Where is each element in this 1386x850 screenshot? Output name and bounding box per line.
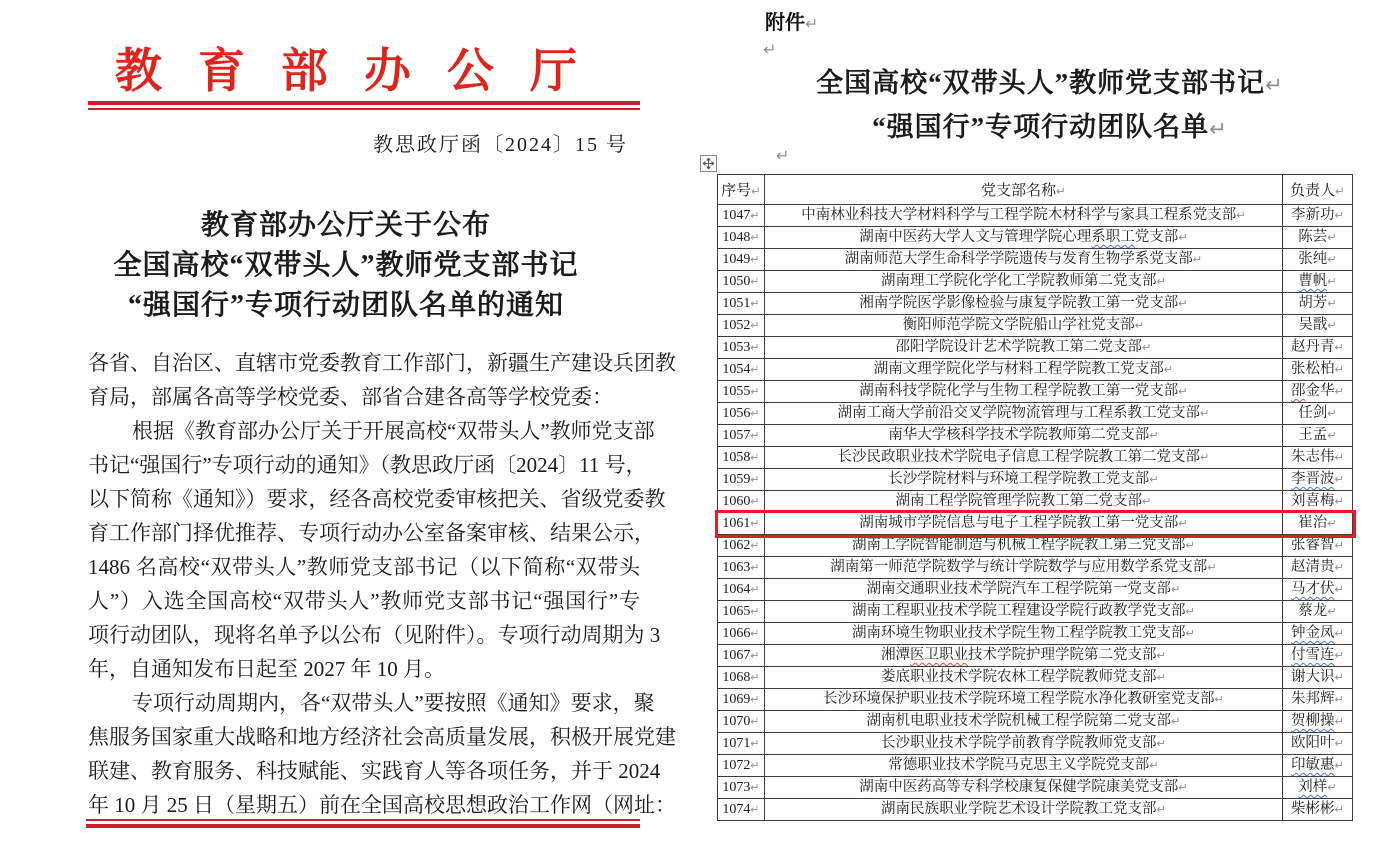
seq-cell: 1051↵	[718, 293, 765, 315]
paragraph-mark-icon: ↵	[750, 385, 760, 398]
paragraph-mark-icon: ↵	[1327, 253, 1337, 266]
table-row	[718, 535, 1353, 557]
seq-cell: 1071↵	[718, 733, 765, 755]
branch-name-cell: 湖南文理学院化学与材料工程学院教工党支部↵	[765, 359, 1283, 381]
paragraph-mark-icon: ↵	[1334, 473, 1344, 486]
seq-cell: 1065↵	[718, 601, 765, 623]
paragraph-mark-icon: ↵	[1178, 781, 1188, 794]
footer-rule	[86, 819, 640, 828]
paragraph-mark-icon: ↵	[1334, 561, 1344, 574]
paragraph-mark-icon: ↵	[1327, 517, 1337, 530]
branch-name-cell: 中南林业科技大学材料科学与工程学院木材科学与家具工程系党支部↵	[765, 205, 1283, 227]
seq-cell: 1066↵	[718, 623, 765, 645]
paragraph-mark-icon: ↵	[750, 253, 760, 266]
branch-name-cell: 湖南第一师范学院数学与统计学院数学与应用数学系党支部↵	[765, 557, 1283, 579]
move-icon	[703, 158, 714, 169]
branch-name-cell: 湖南工程学院管理学院教工第二党支部↵	[765, 491, 1283, 513]
paragraph-mark-icon: ↵	[1171, 583, 1181, 596]
table-row	[718, 293, 1353, 315]
leader-name-cell: 曹帆↵	[1283, 271, 1353, 293]
branch-name-cell: 长沙职业技术学院学前教育学院教师党支部↵	[765, 733, 1283, 755]
paragraph-mark-icon: ↵	[750, 209, 760, 222]
agency-letterhead-title: 教育部办公厅	[115, 46, 613, 98]
leader-name-cell: 朱志伟↵	[1283, 447, 1353, 469]
table-row	[718, 799, 1353, 821]
branch-name-cell: 湖南工学院智能制造与机械工程学院教工第三党支部↵	[765, 535, 1283, 557]
body-line: 根据《教育部办公厅关于开展高校“双带头人”教师党支部	[132, 419, 655, 443]
branch-name-cell: 湖南民族职业学院艺术设计学院教工党支部↵	[765, 799, 1283, 821]
leader-name-cell: 柴彬彬↵	[1283, 799, 1353, 821]
leader-name-cell: 马才伏↵	[1283, 579, 1353, 601]
body-line: 联建、教育服务、科技赋能、实践育人等各项任务，并于 2024	[88, 759, 661, 783]
paragraph-mark-icon: ↵	[750, 605, 760, 618]
paragraph-mark-icon: ↵	[1178, 517, 1188, 530]
paragraph-mark-icon: ↵	[1156, 275, 1166, 288]
leader-name-cell: 欧阳叶↵	[1283, 733, 1353, 755]
rule-line	[86, 824, 640, 828]
rule-line	[88, 101, 640, 105]
table-row	[718, 733, 1353, 755]
table-row	[718, 403, 1353, 425]
paragraph-mark-icon: ↵	[750, 715, 760, 728]
notice-page	[0, 0, 692, 850]
leader-name-cell: 李晋波↵	[1283, 469, 1353, 491]
paragraph-mark-icon: ↵	[1327, 429, 1337, 442]
table-row	[718, 205, 1353, 227]
leader-name-cell: 钟金凤↵	[1283, 623, 1353, 645]
body-line: 年 10 月 25 日（星期五）前在全国高校思想政治工作网（网址：	[88, 793, 676, 817]
rule-line	[88, 108, 640, 110]
paragraph-mark-icon: ↵	[750, 759, 760, 772]
seq-cell: 1056↵	[718, 403, 765, 425]
paragraph-mark-icon: ↵	[1178, 385, 1188, 398]
branch-name-cell: 湖南理工学院化学化工学院教师第二党支部↵	[765, 271, 1283, 293]
notice-title	[0, 206, 692, 326]
paragraph-mark-icon: ↵	[750, 693, 760, 706]
branch-name-cell: 娄底职业技术学院农林工程学院教师党支部↵	[765, 667, 1283, 689]
leader-name-cell: 蔡龙↵	[1283, 601, 1353, 623]
body-line: 人”）入选全国高校“双带头人”教师党支部书记“强国行”专	[88, 589, 640, 613]
rule-line	[86, 819, 640, 821]
doc-number: 教思政厅函〔2024〕15 号	[373, 134, 628, 156]
paragraph-mark-icon: ↵	[750, 583, 760, 596]
branch-name-cell: 湖南工商大学前沿交叉学院物流管理与工程系教工党支部↵	[765, 403, 1283, 425]
paragraph-mark-icon: ↵	[750, 407, 760, 420]
paragraph-mark-icon: ↵	[750, 231, 760, 244]
paragraph-mark-icon: ↵	[750, 451, 760, 464]
branch-name-cell: 湖南工程职业技术学院工程建设学院行政教学党支部↵	[765, 601, 1283, 623]
paragraph-mark-icon: ↵	[1149, 759, 1159, 772]
paragraph-mark-icon: ↵	[750, 517, 760, 530]
leader-name-cell: 张松柏↵	[1283, 359, 1353, 381]
paragraph-mark-icon: ↵	[1156, 803, 1166, 816]
paragraph-mark-icon: ↵	[1149, 429, 1159, 442]
paragraph-mark-icon: ↵	[750, 495, 760, 508]
paragraph-mark-icon: ↵	[1327, 231, 1337, 244]
seq-cell: 1050↵	[718, 271, 765, 293]
body-line: 1486 名高校“双带头人”教师党支部书记（以下简称“双带头	[88, 555, 640, 579]
paragraph-mark-icon: ↵	[1334, 803, 1344, 816]
paragraph-mark-icon: ↵	[776, 146, 790, 165]
leader-name-cell: 刘喜梅↵	[1283, 491, 1353, 513]
paragraph-mark-icon: ↵	[1209, 116, 1228, 141]
paragraph-mark-icon: ↵	[1335, 184, 1345, 198]
paragraph-mark-icon: ↵	[1214, 693, 1224, 706]
leader-name-cell: 任剑↵	[1283, 403, 1353, 425]
paragraph-mark-icon: ↵	[750, 363, 760, 376]
leader-name-cell: 朱邦辉↵	[1283, 689, 1353, 711]
branch-name-cell: 湖南环境生物职业技术学院生物工程学院教工党支部↵	[765, 623, 1283, 645]
leader-name-cell: 崔治↵	[1283, 513, 1353, 535]
paragraph-mark-icon: ↵	[1185, 627, 1195, 640]
paragraph-mark-icon: ↵	[1334, 583, 1344, 596]
leader-name-cell: 赵丹青↵	[1283, 337, 1353, 359]
seq-cell: 1053↵	[718, 337, 765, 359]
paragraph-mark-icon: ↵	[750, 781, 760, 794]
roster-title-line: 全国高校“双带头人”教师党支部书记↵	[816, 68, 1284, 98]
roster-title	[740, 62, 1360, 150]
leader-name-cell: 邵金华↵	[1283, 381, 1353, 403]
table-row	[718, 469, 1353, 491]
paragraph-mark-icon: ↵	[750, 627, 760, 640]
table-row	[718, 777, 1353, 799]
paragraph-mark-icon: ↵	[1207, 561, 1217, 574]
paragraph-mark-icon: ↵	[1327, 407, 1337, 420]
seq-cell: 1064↵	[718, 579, 765, 601]
branch-name-cell: 湖南科技学院化学与生物工程学院教工第一党支部↵	[765, 381, 1283, 403]
paragraph-mark-icon: ↵	[1334, 363, 1344, 376]
paragraph-mark-icon: ↵	[750, 561, 760, 574]
seq-cell: 1072↵	[718, 755, 765, 777]
branch-name-cell: 长沙民政职业技术学院电子信息工程学院教工第二党支部↵	[765, 447, 1283, 469]
notice-title-line: “强国行”专项行动团队名单的通知	[127, 290, 564, 321]
seq-cell: 1048↵	[718, 227, 765, 249]
leader-name-cell: 印敏惠↵	[1283, 755, 1353, 777]
paragraph-mark-icon: ↵	[1163, 363, 1174, 376]
body-line: 专项行动周期内，各“双带头人”要按照《通知》要求，聚	[132, 691, 655, 715]
col-header-seq: 序号↵	[718, 175, 765, 205]
table-row	[718, 601, 1353, 623]
paragraph-mark-icon: ↵	[1334, 539, 1344, 552]
paragraph-mark-icon: ↵	[1334, 495, 1344, 508]
body-line: 项行动团队，现将名单予以公布（见附件）。专项行动周期为 3	[88, 623, 661, 647]
leader-name-cell: 赵清贵↵	[1283, 557, 1353, 579]
leader-name-cell: 李新功↵	[1283, 205, 1353, 227]
leader-name-cell: 刘样↵	[1283, 777, 1353, 799]
body-line: 书记“强国行”专项行动的通知》（教思政厅函〔2024〕11 号，	[88, 453, 647, 477]
paragraph-mark-icon: ↵	[1200, 451, 1210, 464]
col-header-branch: 党支部名称↵	[765, 175, 1283, 205]
roster-title-line: “强国行”专项行动团队名单↵	[872, 112, 1228, 142]
paragraph-mark-icon: ↵	[1156, 649, 1166, 662]
paragraph-mark-icon: ↵	[750, 671, 760, 684]
seq-cell: 1059↵	[718, 469, 765, 491]
table-row	[718, 315, 1353, 337]
paragraph-mark-icon: ↵	[1327, 297, 1337, 310]
paragraph-mark-icon: ↵	[1142, 341, 1152, 354]
table-row	[718, 557, 1353, 579]
paragraph-mark-icon: ↵	[1334, 451, 1344, 464]
table-row	[718, 491, 1353, 513]
table-row	[718, 271, 1353, 293]
table-row	[718, 359, 1353, 381]
paragraph-mark-icon: ↵	[1192, 253, 1203, 266]
paragraph-mark-icon: ↵	[1334, 649, 1344, 662]
paragraph-mark-icon: ↵	[1334, 737, 1344, 750]
seq-cell: 1069↵	[718, 689, 765, 711]
branch-name-cell: 湖南中医药大学人文与管理学院心理系职工党支部↵	[765, 227, 1283, 249]
paragraph-mark-icon: ↵	[1236, 209, 1246, 222]
table-header-row	[718, 175, 1353, 205]
paragraph-mark-icon: ↵	[1200, 407, 1210, 420]
paragraph-mark-icon: ↵	[1334, 715, 1344, 728]
table-row	[718, 623, 1353, 645]
paragraph-mark-icon: ↵	[1185, 539, 1195, 552]
paragraph-mark-icon: ↵	[750, 649, 760, 662]
paragraph-mark-icon: ↵	[1171, 715, 1181, 728]
paragraph-mark-icon: ↵	[1134, 319, 1145, 332]
table-row	[718, 249, 1353, 271]
table-move-handle[interactable]	[700, 155, 717, 172]
paragraph-mark-icon: ↵	[1334, 627, 1344, 640]
body-line: 各省、自治区、直辖市党委教育工作部门，新疆生产建设兵团教	[88, 351, 676, 375]
seq-cell: 1067↵	[718, 645, 765, 667]
col-header-leader: 负责人↵	[1283, 175, 1353, 205]
paragraph-mark-icon: ↵	[1185, 605, 1195, 618]
paragraph-mark-icon: ↵	[750, 341, 760, 354]
paragraph-mark-icon: ↵	[750, 319, 760, 332]
seq-cell: 1054↵	[718, 359, 765, 381]
paragraph-mark-icon: ↵	[1056, 184, 1066, 198]
seq-cell: 1049↵	[718, 249, 765, 271]
seq-cell: 1063↵	[718, 557, 765, 579]
paragraph-mark-icon: ↵	[1334, 671, 1344, 684]
seq-cell: 1058↵	[718, 447, 765, 469]
table-row	[718, 689, 1353, 711]
paragraph-mark-icon: ↵	[751, 184, 761, 198]
paragraph-mark-icon: ↵	[1327, 275, 1337, 288]
paragraph-mark-icon: ↵	[1334, 693, 1344, 706]
paragraph-mark-icon: ↵	[1327, 605, 1337, 618]
paragraph-mark-icon: ↵	[750, 539, 760, 552]
leader-name-cell: 付雪连↵	[1283, 645, 1353, 667]
paragraph-mark-icon: ↵	[1142, 495, 1152, 508]
letterhead-rule	[88, 101, 640, 110]
paragraph-mark-icon: ↵	[750, 275, 760, 288]
paragraph-mark-icon: ↵	[750, 297, 760, 310]
table-row	[718, 381, 1353, 403]
table-row	[718, 447, 1353, 469]
seq-cell: 1070↵	[718, 711, 765, 733]
seq-cell: 1057↵	[718, 425, 765, 447]
leader-name-cell: 谢大识↵	[1283, 667, 1353, 689]
paragraph-mark-icon: ↵	[1334, 759, 1344, 772]
seq-cell: 1073↵	[718, 777, 765, 799]
paragraph-mark-icon: ↵	[1156, 737, 1166, 750]
attachment-label: 附件↵	[765, 12, 819, 34]
attachment-page	[700, 0, 1386, 850]
branch-name-cell: 常德职业技术学院马克思主义学院党支部↵	[765, 755, 1283, 777]
leader-name-cell: 张纯↵	[1283, 249, 1353, 271]
branch-name-cell: 长沙学院材料与环境工程学院教工党支部↵	[765, 469, 1283, 491]
branch-name-cell: 湘潭医卫职业技术学院护理学院第二党支部↵	[765, 645, 1283, 667]
paragraph-mark-icon: ↵	[750, 737, 760, 750]
branch-name-cell: 南华大学核科学技术学院教师第二党支部↵	[765, 425, 1283, 447]
notice-title-line: 教育部办公厅关于公布	[200, 210, 491, 241]
paragraph-mark-icon: ↵	[750, 429, 760, 442]
table-row	[718, 667, 1353, 689]
paragraph-mark-icon: ↵	[750, 473, 760, 486]
body-line: 以下简称《通知》）要求，经各高校党委审核把关、省级党委教	[88, 487, 666, 511]
body-line: 焦服务国家重大战略和地方经济社会高质量发展，积极开展党建	[88, 725, 676, 749]
leader-name-cell: 王孟↵	[1283, 425, 1353, 447]
branch-name-cell: 邵阳学院设计艺术学院教工第二党支部↵	[765, 337, 1283, 359]
notice-body	[88, 346, 676, 822]
paragraph-mark-icon: ↵	[1156, 671, 1166, 684]
branch-name-cell: 长沙环境保护职业技术学院环境工程学院水净化教研室党支部↵	[765, 689, 1283, 711]
paragraph-mark-icon: ↵	[1149, 473, 1159, 486]
table-row	[718, 645, 1353, 667]
table-row	[718, 227, 1353, 249]
leader-name-cell: 张睿智↵	[1283, 535, 1353, 557]
leader-name-cell: 贺柳操↵	[1283, 711, 1353, 733]
paragraph-mark-icon: ↵	[1334, 385, 1344, 398]
branch-name-cell: 衡阳师范学院文学院船山学社党支部↵	[765, 315, 1283, 337]
seq-cell: 1062↵	[718, 535, 765, 557]
table-row	[718, 579, 1353, 601]
leader-name-cell: 陈芸↵	[1283, 227, 1353, 249]
paragraph-mark-icon: ↵	[1178, 297, 1188, 310]
body-line: 年，自通知发布日起至 2027 年 10 月。	[88, 657, 445, 681]
branch-name-cell: 湖南师范大学生命科学学院遗传与发育生物学系党支部↵	[765, 249, 1283, 271]
branch-name-cell: 湖南城市学院信息与电子工程学院教工第一党支部↵	[765, 513, 1283, 535]
seq-cell: 1060↵	[718, 491, 765, 513]
table-row	[718, 337, 1353, 359]
leader-name-cell: 胡芳↵	[1283, 293, 1353, 315]
seq-cell: 1052↵	[718, 315, 765, 337]
roster-table	[717, 174, 1353, 821]
seq-cell: 1061↵	[718, 513, 765, 535]
seq-cell: 1055↵	[718, 381, 765, 403]
paragraph-mark-icon: ↵	[1334, 209, 1344, 222]
notice-title-line: 全国高校“双带头人”教师党支部书记	[113, 250, 579, 281]
branch-name-cell: 湖南交通职业技术学院汽车工程学院第一党支部↵	[765, 579, 1283, 601]
paragraph-mark-icon: ↵	[763, 40, 777, 59]
table-row	[718, 711, 1353, 733]
seq-cell: 1047↵	[718, 205, 765, 227]
paragraph-mark-icon: ↵	[1327, 781, 1337, 794]
body-line: 育局，部属各高等学校党委、部省合建各高等学校党委：	[88, 385, 613, 409]
paragraph-mark-icon: ↵	[805, 15, 819, 33]
body-line: 育工作部门择优推荐、专项行动办公室备案审核、结果公示，	[88, 521, 655, 545]
paragraph-mark-icon: ↵	[1178, 231, 1188, 244]
seq-cell: 1074↵	[718, 799, 765, 821]
table-row	[718, 755, 1353, 777]
branch-name-cell: 湘南学院医学影像检验与康复学院教工第一党支部↵	[765, 293, 1283, 315]
branch-name-cell: 湖南机电职业技术学院机械工程学院第二党支部↵	[765, 711, 1283, 733]
paragraph-mark-icon: ↵	[1327, 319, 1337, 332]
seq-cell: 1068↵	[718, 667, 765, 689]
leader-name-cell: 吴戬↵	[1283, 315, 1353, 337]
table-row	[718, 513, 1353, 535]
paragraph-mark-icon: ↵	[1265, 72, 1284, 97]
paragraph-mark-icon: ↵	[1334, 341, 1344, 354]
paragraph-mark-icon: ↵	[750, 803, 760, 816]
table-row	[718, 425, 1353, 447]
branch-name-cell: 湖南中医药高等专科学校康复保健学院康美党支部↵	[765, 777, 1283, 799]
